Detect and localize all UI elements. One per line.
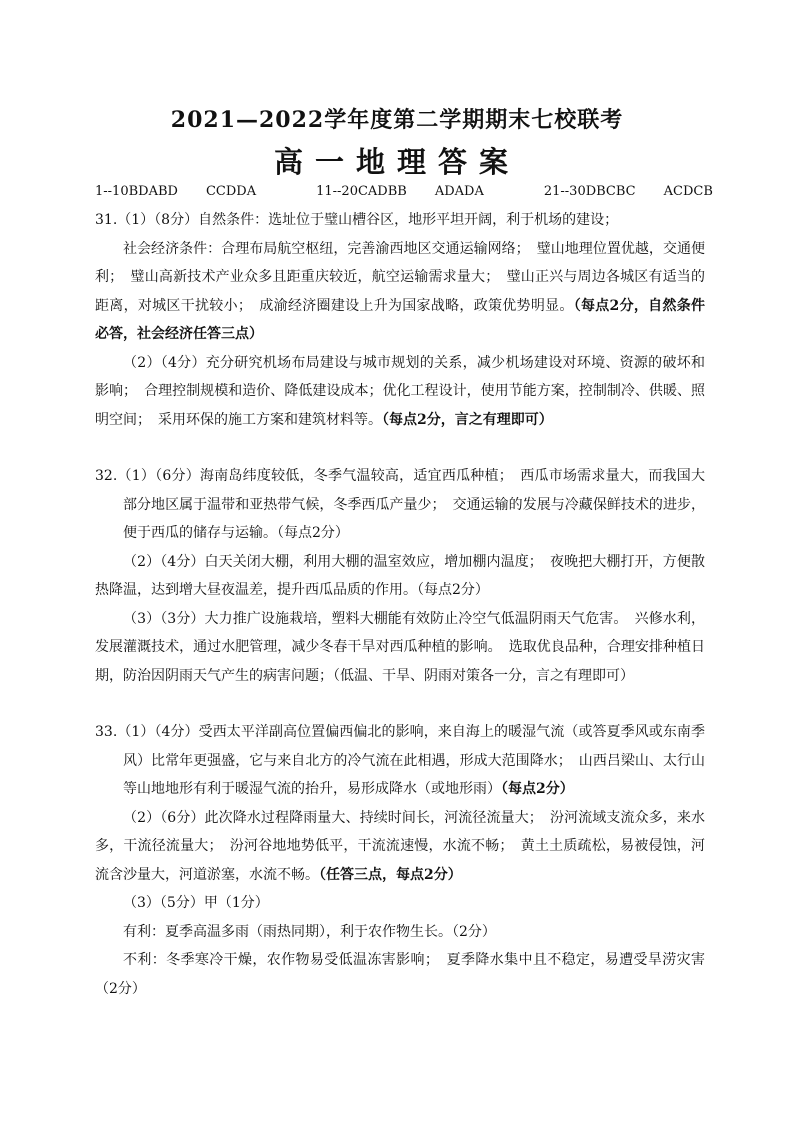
q31-part2-scoring: （每点2分，言之有理即可） bbox=[382, 411, 553, 428]
q33-part3-unfavorable: 不利：冬季寒冷干燥，农作物易受低温冻害影响； 夏季降水集中且不稳定，易遭受旱涝灾害（2分） bbox=[95, 952, 705, 997]
answer-content bbox=[95, 206, 705, 1003]
choice-answers-row bbox=[95, 184, 741, 199]
q33-part3-favorable: 有利：夏季高温多雨（雨热同期），利于农作物生长。（2分） bbox=[123, 923, 496, 940]
q33-part1-text: 33.（1）（4分）受西太平洋副高位置偏西偏北的影响，来自海上的暖湿气流（或答夏季风或东南季风）比常年更强盛，它与来自北方的冷气流在此相遇，形成大范围降水； 山西吕梁山、太行山等山地地形有利于暖湿气流的抬升，易形成降水（或地形雨） bbox=[95, 724, 705, 797]
choice-answer-16-20: ADADA bbox=[434, 184, 484, 199]
q31-part2-text: （2）（4分）充分研究机场布局建设与城市规划的关系，减少机场建设对环境、资源的破坏和影响； 合理控制规模和造价、降低建设成本；优化工程设计，使用节能方案，控制制冷、供暖、照明空间； 采用环保的施工方案和建筑材料等。 bbox=[95, 354, 705, 428]
q32-part1: 32.（1）（6分）海南岛纬度较低，冬季气温较高，适宜西瓜种植； 西瓜市场需求量大，而我国大部分地区属于温带和亚热带气候，冬季西瓜产量少； 交通运输的发展与冷藏保鲜技术的进步，便于西瓜的储存与运输。（每点2分） bbox=[95, 468, 705, 541]
choice-answer-26-30: ACDCB bbox=[663, 184, 713, 199]
q33-part2-scoring: （任答三点，每点2分） bbox=[319, 866, 462, 883]
q33-part1-scoring: （每点2分） bbox=[501, 781, 574, 797]
q32-part3: （3）（3分）大力推广设施栽培，塑料大棚能有效防止冷空气低温阴雨天气危害。 兴修水利，发展灌溉技术，通过水肥管理，减少冬春干旱对西瓜种植的影响。 选取优良品种，合理安排种植日期，防治因阴雨天气产生的病害问题；（低温、干旱、阴雨对策各一分，言之有理即可） bbox=[95, 610, 705, 684]
page-subtitle: 高一地理答案 bbox=[273, 145, 520, 179]
q31-part1-social-text: 社会经济条件：合理布局航空枢纽，完善渝西地区交通运输网络； 璧山地理位置优越，交通便利； 璧山高新技术产业众多且距重庆较近，航空运输需求量大； 璧山正兴与周边各城区有适当的距离，对城区干扰较小； 成渝经济圈建设上升为国家战略，政策优势明显。 bbox=[95, 240, 705, 314]
q31-part1-social bbox=[95, 235, 705, 349]
choice-answer-11-15: 11--20CADBB bbox=[316, 184, 407, 199]
q33-part3: （3）（5分）甲（1分） bbox=[123, 895, 269, 911]
q31-part1: 31.（1）（8分）自然条件：选址位于璧山槽谷区，地形平坦开阔，利于机场的建设； bbox=[95, 212, 619, 228]
q33-part2 bbox=[95, 804, 705, 890]
choice-answer-6-10: CCDDA bbox=[205, 184, 257, 199]
choice-answer-21-25: 21--30DBCBC bbox=[543, 184, 636, 199]
page-title: 2021—2022学年度第二学期期末七校联考 bbox=[170, 107, 624, 133]
q31-part2 bbox=[95, 349, 705, 435]
q32-part2: （2）（4分）白天关闭大棚，利用大棚的温室效应，增加棚内温度； 夜晚把大棚打开，方便散热降温，达到增大昼夜温差，提升西瓜品质的作用。（每点2分） bbox=[95, 553, 705, 598]
q33-part2-text: （2）（6分）此次降水过程降雨量大、持续时间长，河流径流量大； 汾河流域支流众多，来水多，干流径流量大； 汾河谷地地势低平，干流流速慢，水流不畅； 黄土土质疏松，易被侵蚀，河流含沙量大，河道淤塞，水流不畅。 bbox=[95, 809, 705, 883]
q33-part1 bbox=[95, 718, 705, 804]
q31-part1-scoring: （每点2分，自然条件必答，社会经济任答三点） bbox=[95, 297, 705, 342]
choice-answer-1-10: 1--10BDABD bbox=[95, 184, 178, 199]
